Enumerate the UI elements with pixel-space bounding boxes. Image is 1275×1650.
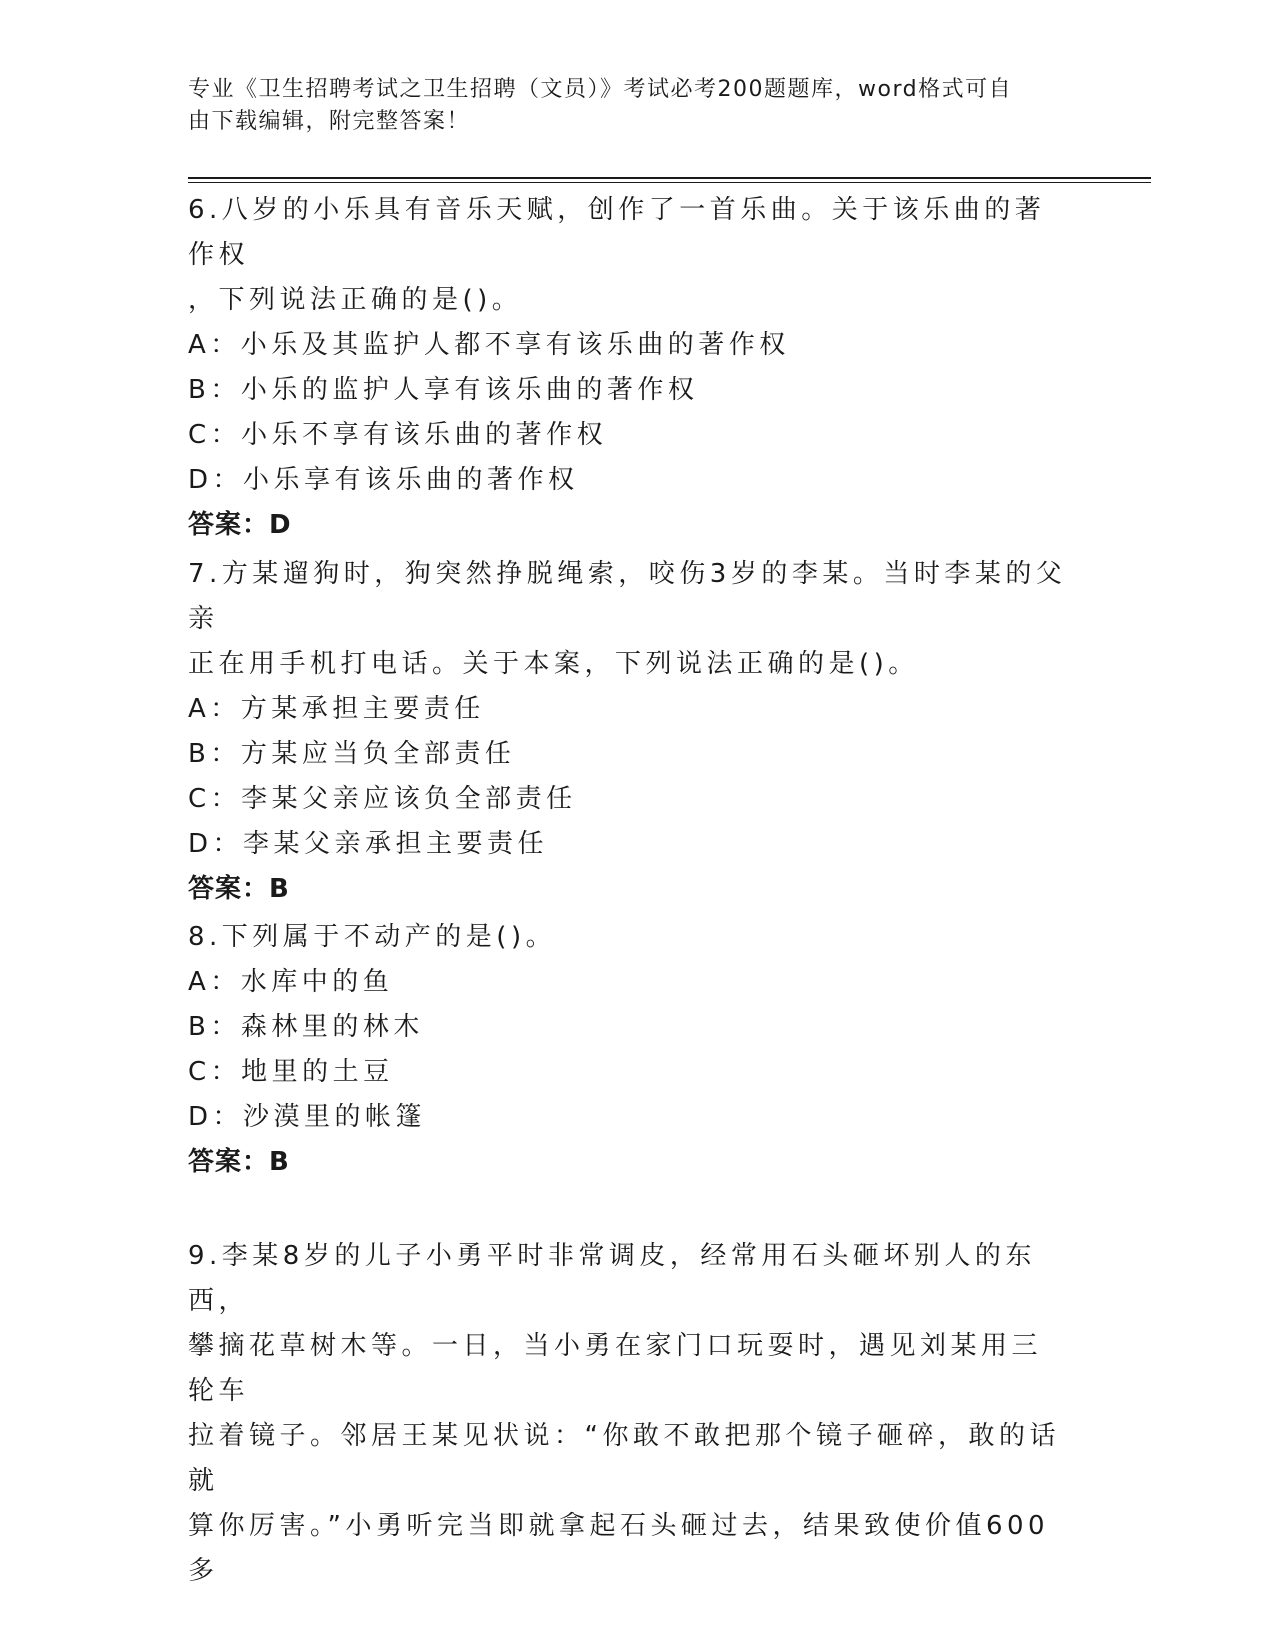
question-stem-line: 攀摘花草树木等。一日，当小勇在家门口玩耍时，遇见刘某用三轮车 xyxy=(188,1331,1043,1406)
answer-line: 答案：B xyxy=(188,874,290,904)
document-header xyxy=(188,74,1068,138)
option-a: A：水库中的鱼 xyxy=(188,967,394,997)
question-stem-line: 算你厉害。”小勇听完当即就拿起石头砸过去，结果致使价值600多 xyxy=(188,1511,1050,1586)
question-7 xyxy=(188,552,1068,912)
question-6 xyxy=(188,188,1068,548)
question-stem-line: ，下列说法正确的是()。 xyxy=(188,285,523,315)
option-d: D：小乐享有该乐曲的著作权 xyxy=(188,465,579,495)
option-b: B：森林里的林木 xyxy=(188,1012,424,1042)
option-a: A：方某承担主要责任 xyxy=(188,694,485,724)
header-divider-thick xyxy=(188,177,1151,179)
question-stem-line: 8.下列属于不动产的是()。 xyxy=(188,922,557,952)
question-9 xyxy=(188,1234,1068,1594)
option-b: B：小乐的监护人享有该乐曲的著作权 xyxy=(188,375,699,405)
option-b: B：方某应当负全部责任 xyxy=(188,739,516,769)
header-title-line-2: 由下载编辑，附完整答案！ xyxy=(188,109,471,134)
question-8 xyxy=(188,915,1068,1185)
header-divider-thin xyxy=(188,182,1151,183)
option-a: A：小乐及其监护人都不享有该乐曲的著作权 xyxy=(188,330,790,360)
option-d: D：沙漠里的帐篷 xyxy=(188,1102,427,1132)
question-stem-line: 拉着镜子。邻居王某见状说：“你敢不敢把那个镜子砸碎，敢的话就 xyxy=(188,1421,1060,1496)
question-stem-line: 6.八岁的小乐具有音乐天赋，创作了一首乐曲。关于该乐曲的著作权 xyxy=(188,195,1046,270)
option-c: C：李某父亲应该负全部责任 xyxy=(188,784,577,814)
header-title-line-1: 专业《卫生招聘考试之卫生招聘（文员）》考试必考200题题库，word格式可自 xyxy=(188,77,1013,102)
answer-line: 答案：B xyxy=(188,1147,290,1177)
option-c: C：小乐不享有该乐曲的著作权 xyxy=(188,420,608,450)
question-stem-line: 7.方某遛狗时，狗突然挣脱绳索，咬伤3岁的李某。当时李某的父亲 xyxy=(188,559,1067,634)
option-c: C：地里的土豆 xyxy=(188,1057,394,1087)
option-d: D：李某父亲承担主要责任 xyxy=(188,829,549,859)
question-stem-line: 正在用手机打电话。关于本案，下列说法正确的是()。 xyxy=(188,649,919,679)
answer-line: 答案：D xyxy=(188,510,292,540)
question-stem-line: 9.李某8岁的儿子小勇平时非常调皮，经常用石头砸坏别人的东西， xyxy=(188,1241,1036,1316)
